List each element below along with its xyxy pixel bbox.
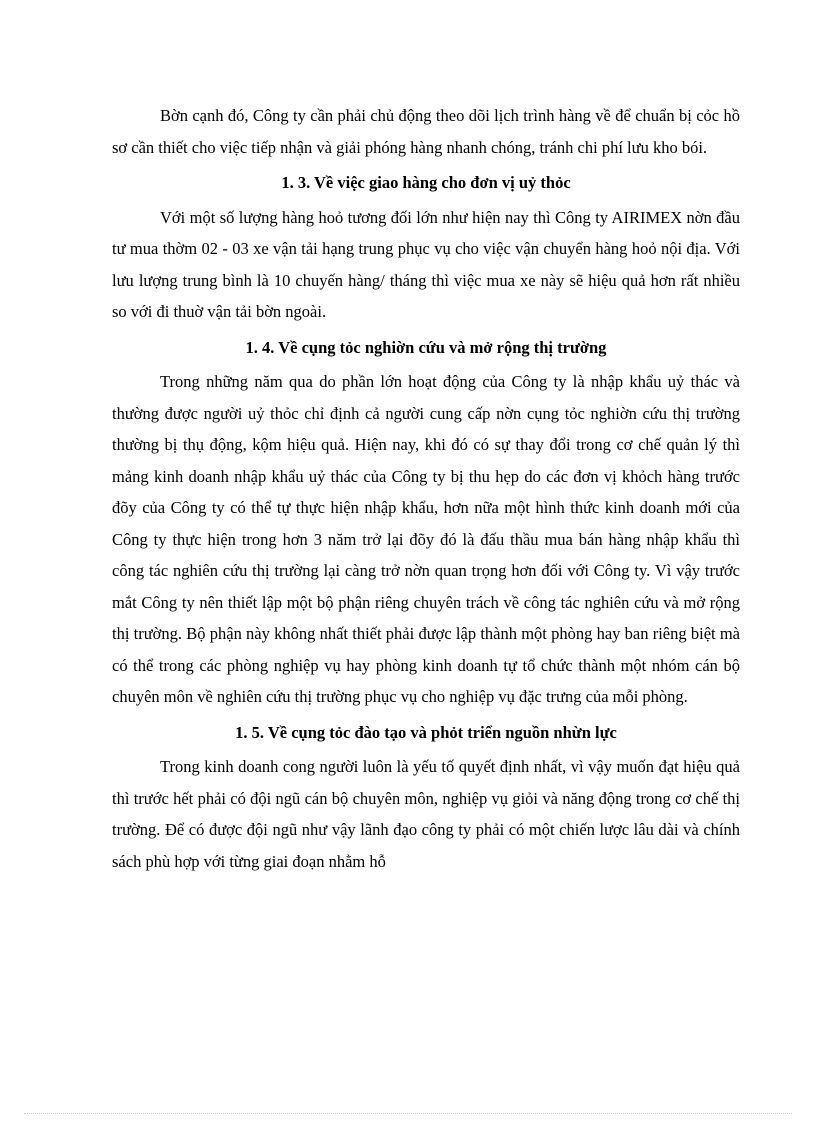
- paragraph-planning-shipments: Bờn cạnh đó, Công ty cần phải chủ động theo dõi lịch trình hàng về để chuẩn bị cỏc hồ sơ cần thiết cho việc tiếp nhận và giải phóng hàng nhanh chóng, tránh chi phí lưu kho bói.: [112, 106, 740, 157]
- paragraph-market-research: Trong những năm qua do phần lớn hoạt động của Công ty là nhập khẩu uỷ thác và thường được người uỷ thỏc chỉ định cả người cung cấp nờn cụng tỏc nghiờn cứu thị trường thường bị thụ động, kộm hiệu quả. Hiện nay, khi đó có sự thay đổi trong cơ chế quản lý thì mảng kinh doanh nhập khẩu uỷ thác của Công ty bị thu hẹp do các đơn vị khỏch hàng trước đõy của Công ty có thể tự thực hiện nhập khẩu, hơn nữa một hình thức kinh doanh mới của Công ty thực hiện trong hơn 3 năm trở lại đõy đó là đấu thầu mua bán hàng nhập khẩu thì công tác nghiên cứu thị trường lại càng trở nờn quan trọng hơn đối với Công ty. Vì vậy trước mắt Công ty nên thiết lập một bộ phận riêng chuyên trách về công tác nghiên cứu và mở rộng thị trường. Bộ phận này không nhất thiết phải được lập thành một phòng hay ban riêng biệt mà có thể trong các phòng nghiệp vụ hay phòng kinh doanh tự tổ chức thành một nhóm cán bộ chuyên môn về nghiên cứu thị trường phục vụ cho nghiệp vụ đặc trưng của mỗi phòng.: [112, 372, 740, 706]
- heading-human-resources: 1. 5. Về cụng tỏc đào tạo và phỏt triển nguồn nhừn lực: [235, 722, 617, 742]
- heading-market-research: 1. 4. Về cụng tỏc nghiờn cứu và mở rộng thị trường: [245, 337, 607, 357]
- paragraph-vehicles: Với một số lượng hàng hoỏ tương đối lớn như hiện nay thì Công ty AIRIMEX nờn đầu tư mua thờm 02 - 03 xe vận tải hạng trung phục vụ cho việc vận chuyển hàng hoỏ nội địa. Với lưu lượng trung bình là 10 chuyến hàng/ tháng thì việc mua xe này sẽ hiệu quả hơn rất nhiều so với đi thuờ vận tải bờn ngoài.: [112, 207, 740, 321]
- document-page: [112, 100, 740, 877]
- page-bottom-divider: [24, 1113, 792, 1114]
- heading-delivery: 1. 3. Về việc giao hàng cho đơn vị uỷ thỏc: [281, 173, 571, 192]
- paragraph-human-resources: Trong kinh doanh cong người luôn là yếu tố quyết định nhất, vì vậy muốn đạt hiệu quả thì trước hết phải có đội ngũ cán bộ chuyên môn, nghiệp vụ giỏi và năng động trong cơ chế thị trường. Để có được đội ngũ như vậy lãnh đạo công ty phải có một chiến lược lâu dài và chính sách phù hợp với từng giai đoạn nhằm hỗ: [112, 757, 740, 871]
